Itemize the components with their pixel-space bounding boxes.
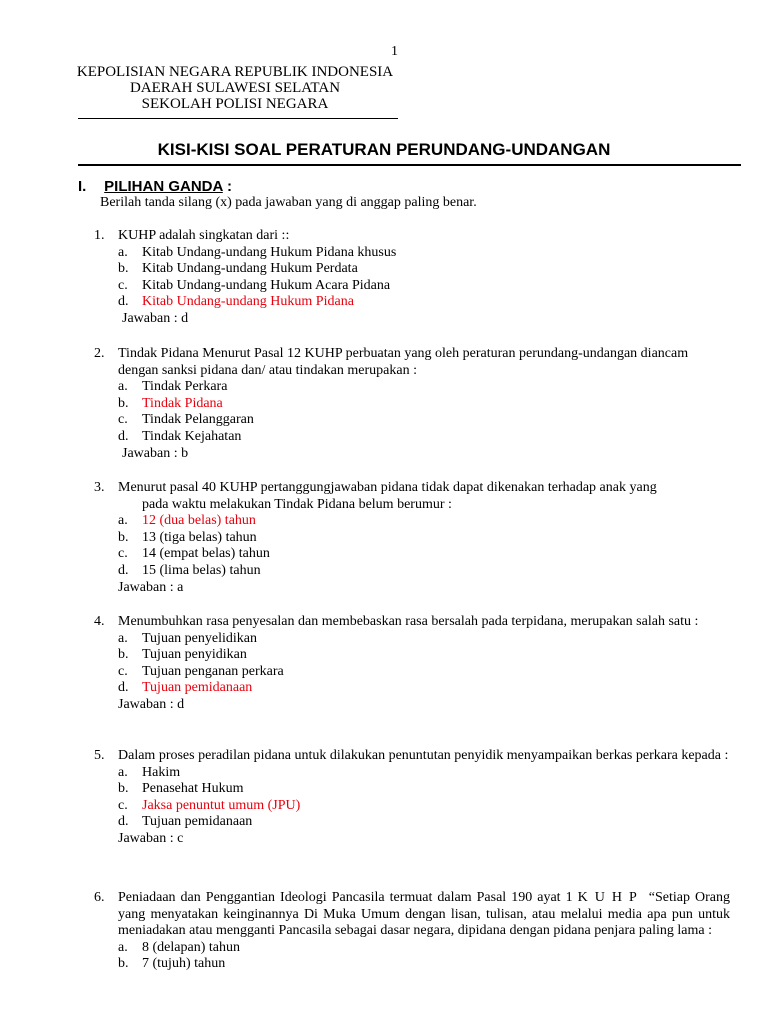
option-text: Tindak Pidana: [142, 395, 223, 411]
option-c-correct: [94, 798, 730, 815]
option-text: 8 (delapan) tahun: [142, 939, 240, 955]
option-letter: c.: [118, 663, 128, 679]
option-a-correct: [94, 513, 730, 530]
question-stem-line-1: Menurut pasal 40 KUHP pertanggungjawaban pidana tidak dapat dikenakan terhadap anak yang: [118, 480, 657, 495]
option-letter: c.: [118, 797, 128, 813]
question-number: 4.: [94, 614, 105, 629]
section-number: I.: [78, 178, 87, 195]
option-c: [94, 546, 730, 563]
option-text: Tindak Kejahatan: [142, 428, 242, 444]
option-text: 13 (tiga belas) tahun: [142, 529, 257, 545]
option-letter: a.: [118, 379, 128, 395]
option-letter: c.: [118, 412, 128, 428]
option-c: [94, 412, 730, 429]
option-a: [94, 940, 730, 957]
option-letter: b.: [118, 781, 129, 797]
section-label: PILIHAN GANDA: [104, 178, 223, 195]
question-number: 3.: [94, 480, 105, 495]
question-stem: Tindak Pidana Menurut Pasal 12 KUHP perbuatan yang oleh peraturan perundang-undangan diancam dengan sanksi pidana dan/ atau tindakan merupakan :: [118, 346, 689, 378]
option-text: Tujuan pemidanaan: [142, 680, 253, 696]
question-3: [94, 480, 730, 596]
answer-key: Jawaban : a: [118, 579, 184, 595]
question-number: 2.: [94, 346, 105, 361]
option-letter: b.: [118, 529, 129, 545]
title-rule: [78, 164, 741, 166]
question-5: [94, 748, 730, 848]
option-letter: b.: [118, 647, 129, 663]
answer-key: Jawaban : b: [122, 445, 189, 461]
header-line-3: SEKOLAH POLISI NEGARA: [141, 96, 329, 112]
institution-header: [60, 64, 410, 112]
option-text: Tindak Perkara: [142, 379, 228, 395]
option-letter: d.: [118, 562, 129, 578]
option-d-correct: [94, 294, 730, 311]
option-text: Penasehat Hukum: [142, 781, 244, 797]
option-text: Kitab Undang-undang Hukum Pidana: [142, 294, 354, 310]
option-d-correct: [94, 680, 730, 697]
option-a: [94, 631, 730, 648]
question-4: [94, 614, 730, 714]
section-suffix: :: [222, 178, 232, 195]
option-d: [94, 429, 730, 446]
option-text: Jaksa penuntut umum (JPU): [142, 797, 301, 813]
option-letter: a.: [118, 630, 128, 646]
option-text: 14 (empat belas) tahun: [142, 546, 270, 562]
section-heading: [78, 178, 232, 195]
question-1: [94, 228, 730, 328]
question-stem-line-2: pada waktu melakukan Tindak Pidana belum berumur :: [142, 496, 452, 512]
option-letter: d.: [118, 294, 129, 310]
option-a: [94, 765, 730, 782]
option-text: 15 (lima belas) tahun: [142, 562, 261, 578]
option-text: Tujuan penyelidikan: [142, 630, 257, 646]
option-a: [94, 245, 730, 262]
section-instruction: Berilah tanda silang (x) pada jawaban yang di anggap paling benar.: [100, 195, 477, 210]
question-stem: Dalam proses peradilan pidana untuk dilakukan penuntutan penyidik menyampaikan berkas perkara kepada :: [118, 748, 729, 763]
question-2: [94, 346, 730, 462]
option-b: [94, 530, 730, 547]
option-letter: c.: [118, 546, 128, 562]
option-text: Tujuan pemidanaan: [142, 814, 253, 830]
option-text: Hakim: [142, 764, 181, 780]
answer-key: Jawaban : d: [122, 310, 189, 326]
option-text: Kitab Undang-undang Hukum Acara Pidana: [142, 277, 391, 293]
option-d: [94, 814, 730, 831]
option-b: [94, 781, 730, 798]
option-text: Kitab Undang-undang Hukum Perdata: [142, 261, 358, 277]
option-text: Tujuan penganan perkara: [142, 663, 284, 679]
option-letter: a.: [118, 939, 128, 955]
option-c: [94, 278, 730, 295]
option-text: Tujuan penyidikan: [142, 647, 247, 663]
question-stem-part-1: Peniadaan dan Penggantian Ideologi Pancasila termuat dalam Pasal 190 ayat 1: [118, 890, 578, 905]
option-letter: d.: [118, 680, 129, 696]
answer-key: Jawaban : d: [118, 696, 185, 712]
option-d: [94, 563, 730, 580]
question-6: [94, 890, 730, 973]
option-text: Tindak Pelanggaran: [142, 412, 254, 428]
header-line-2: DAERAH SULAWESI SELATAN: [129, 80, 341, 96]
option-b: [94, 956, 730, 973]
option-letter: a.: [118, 764, 128, 780]
page-number: 1: [391, 44, 398, 59]
option-letter: d.: [118, 428, 129, 444]
option-b: [94, 647, 730, 664]
option-b-correct: [94, 396, 730, 413]
option-b: [94, 261, 730, 278]
header-underline: [78, 118, 398, 119]
question-number: 5.: [94, 748, 105, 763]
option-letter: b.: [118, 261, 129, 277]
header-line-1: KEPOLISIAN NEGARA REPUBLIK INDONESIA: [76, 64, 394, 80]
option-letter: b.: [118, 956, 129, 972]
option-c: [94, 664, 730, 681]
option-text: Kitab Undang-undang Hukum Pidana khusus: [142, 244, 397, 260]
question-stem-kuhp: KUHP: [577, 890, 644, 905]
question-stem-part-2: “Setiap Orang yang menyatakan keinginannya Di Muka Umum dengan lisan, tulisan, atau melalui media apa pun untuk meniadakan atau mengganti Pancasila sebagai dasar negara, dipidana dengan pidana penjara paling lama :: [118, 890, 731, 939]
option-letter: b.: [118, 395, 129, 411]
question-stem: KUHP adalah singkatan dari ::: [118, 228, 290, 243]
option-letter: a.: [118, 244, 128, 260]
option-letter: c.: [118, 277, 128, 293]
option-letter: d.: [118, 814, 129, 830]
question-stem: Menumbuhkan rasa penyesalan dan membebaskan rasa bersalah pada terpidana, merupakan salah satu :: [118, 614, 699, 629]
option-a: [94, 379, 730, 396]
option-text: 12 (dua belas) tahun: [142, 513, 256, 529]
answer-key: Jawaban : c: [118, 830, 184, 846]
question-number: 1.: [94, 228, 105, 243]
question-number: 6.: [94, 890, 105, 905]
question-stem: [118, 890, 730, 940]
option-letter: a.: [118, 513, 128, 529]
option-text: 7 (tujuh) tahun: [142, 956, 226, 972]
document-title: KISI-KISI SOAL PERATURAN PERUNDANG-UNDANGAN: [157, 140, 611, 159]
